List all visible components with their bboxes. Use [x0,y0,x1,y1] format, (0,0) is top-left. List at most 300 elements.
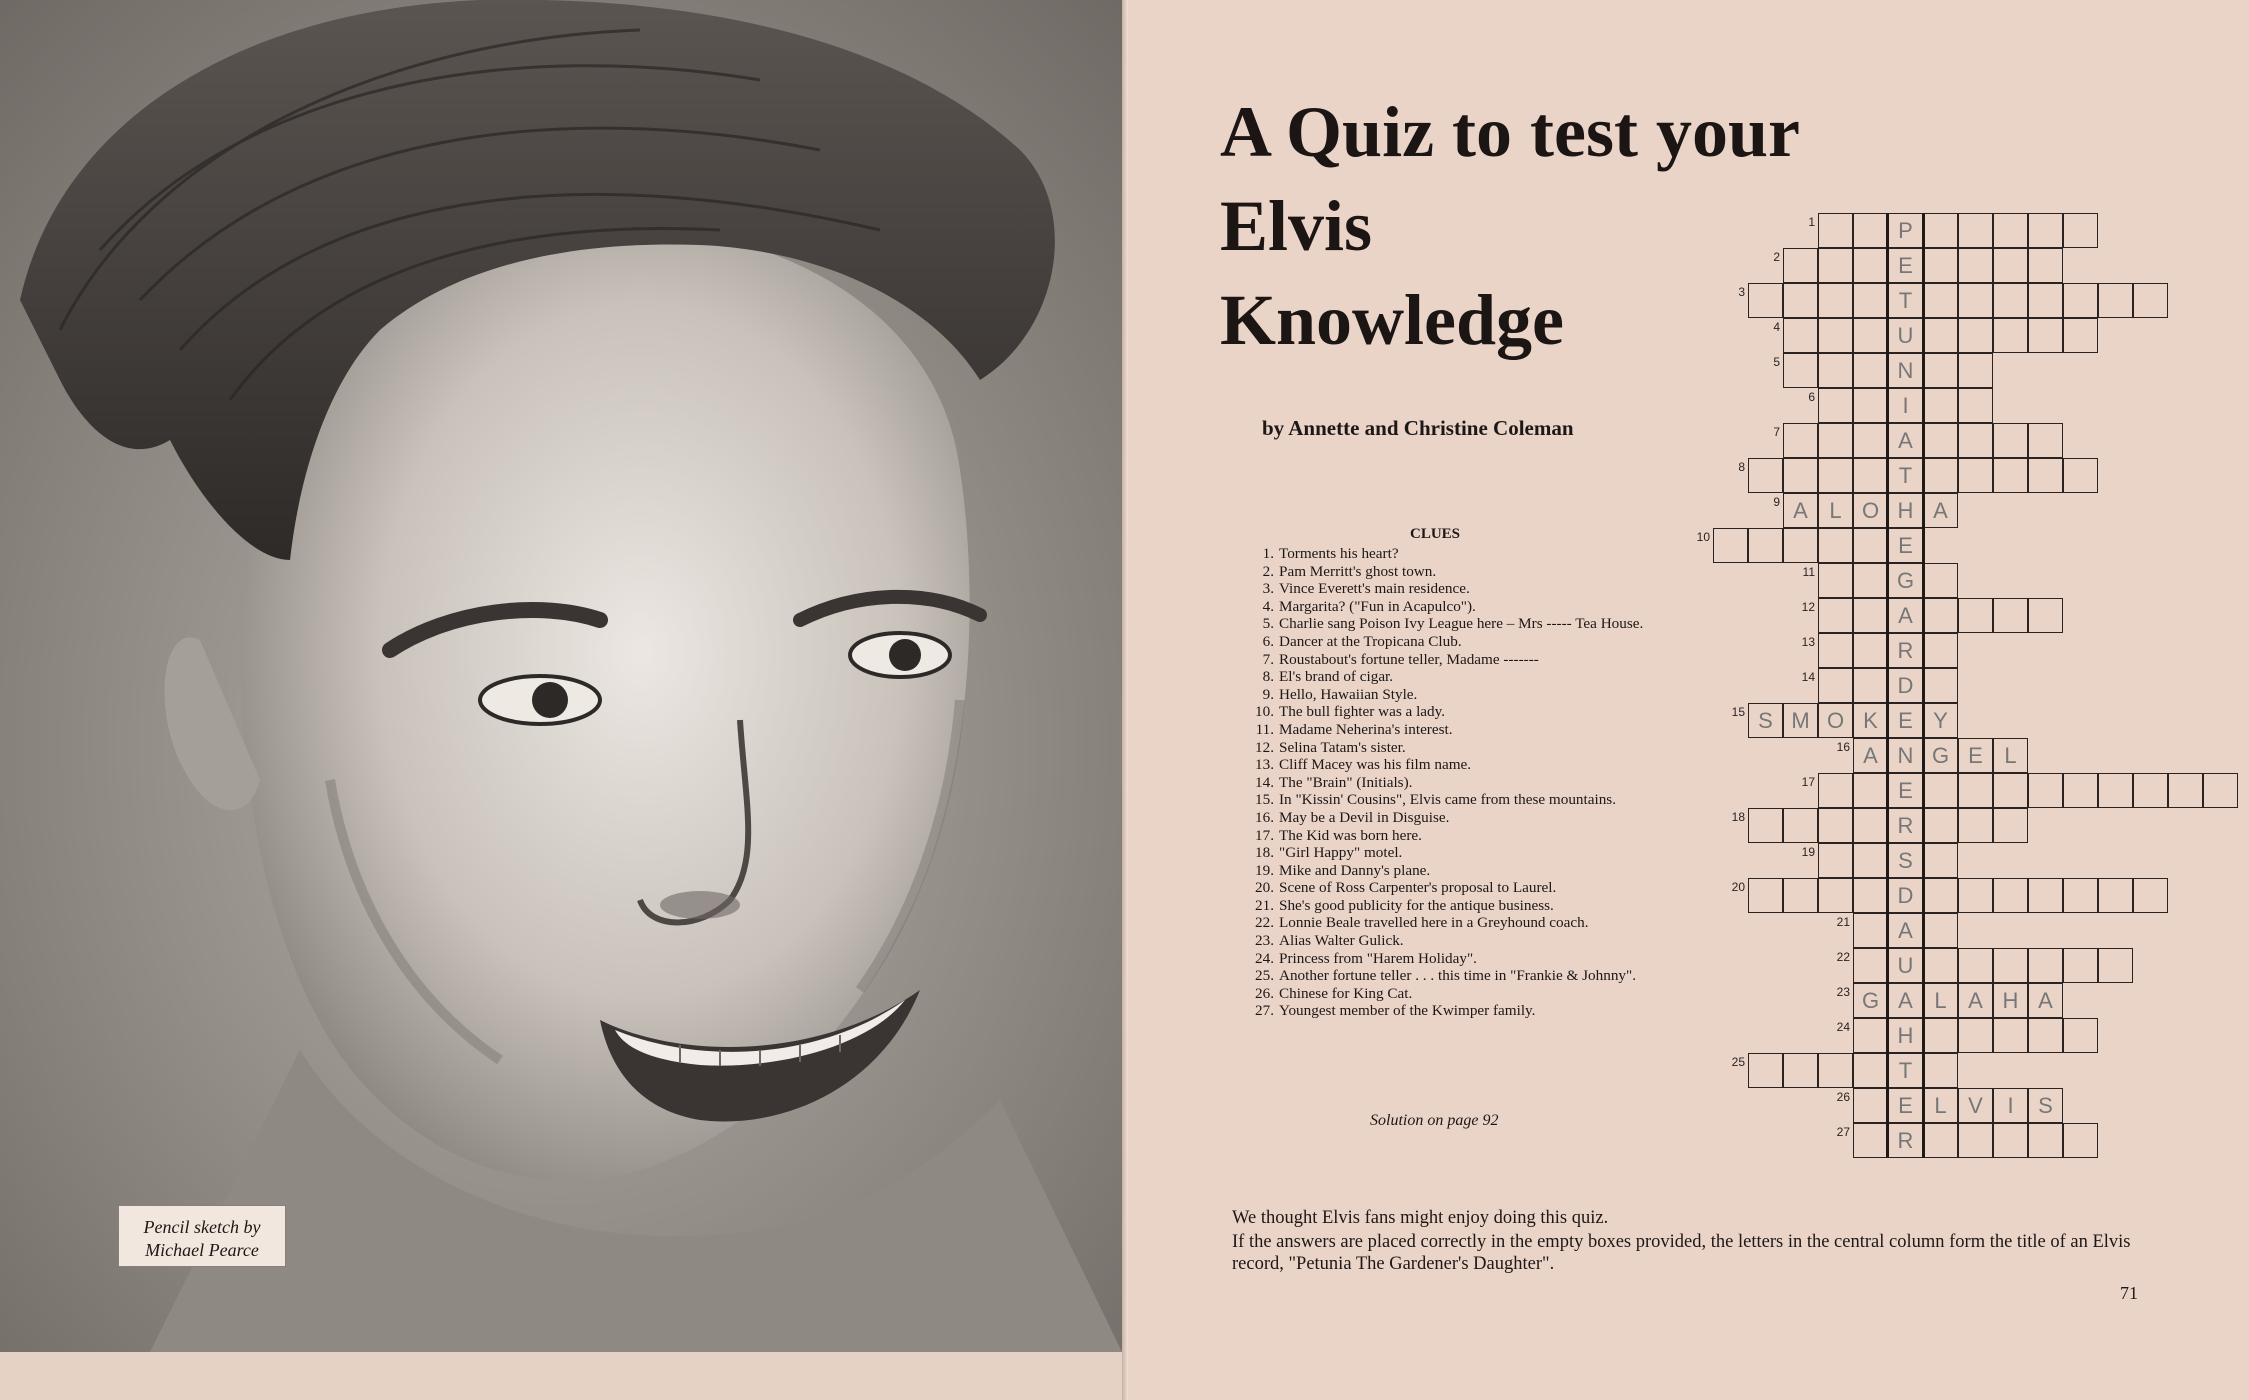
crossword-center-cell[interactable]: R [1888,1123,1923,1158]
crossword-cell[interactable] [1853,843,1888,878]
crossword-cell[interactable] [1783,1053,1818,1088]
clue-item [1232,545,1792,563]
crossword-cell[interactable] [1748,1053,1783,1088]
crossword-cell[interactable]: S [2028,1088,2063,1123]
clue-text: Cliff Macey was his film name. [1279,756,1472,774]
crossword-cell[interactable] [1818,878,1853,913]
crossword-cell[interactable] [1923,808,1958,843]
clue-item [1232,967,1792,985]
crossword-cell[interactable] [1993,948,2028,983]
clue-number: 21. [1255,896,1274,914]
crossword-cell[interactable] [2098,948,2133,983]
crossword-center-cell[interactable]: H [1888,493,1923,528]
clue-text: In "Kissin' Cousins", Elvis came from these mountains. [1279,791,1616,809]
crossword-cell[interactable] [2063,318,2098,353]
crossword-cell[interactable] [1853,598,1888,633]
crossword-cell[interactable] [1818,248,1853,283]
clue-item [1232,721,1792,739]
crossword-cell[interactable] [2063,948,2098,983]
crossword-cell[interactable] [1958,353,1993,388]
crossword-cell[interactable] [2133,878,2168,913]
crossword-cell[interactable] [1748,528,1783,563]
crossword-cell[interactable] [2028,598,2063,633]
clue-number: 23. [1255,932,1274,950]
clue-number: 14. [1255,773,1274,791]
crossword-cell[interactable] [1923,1018,1958,1053]
crossword-cell[interactable] [1853,528,1888,563]
crossword-cell[interactable] [2063,878,2098,913]
clue-item [1232,827,1792,845]
crossword-row-number: 7 [1773,425,1780,439]
crossword-cell[interactable]: A [2028,983,2063,1018]
crossword-row-number: 10 [1696,530,1710,544]
crossword-row-number: 18 [1731,810,1745,824]
clue-text: The "Brain" (Initials). [1279,773,1413,791]
crossword-center-cell[interactable]: U [1888,948,1923,983]
crossword-center-cell[interactable]: R [1888,808,1923,843]
crossword-cell[interactable]: V [1958,1088,1993,1123]
crossword-row-number: 3 [1738,285,1745,299]
crossword-cell[interactable] [1993,318,2028,353]
clue-text: Mike and Danny's plane. [1279,861,1431,879]
crossword-cell[interactable] [2028,773,2063,808]
crossword-cell[interactable] [1923,948,1958,983]
clue-item [1232,879,1792,897]
clue-item [1232,985,1792,1003]
clue-text: Selina Tatam's sister. [1279,738,1406,756]
crossword-cell[interactable]: O [1818,703,1853,738]
crossword-cell[interactable] [1783,248,1818,283]
crossword-cell[interactable] [1923,668,1958,703]
crossword-row-number: 23 [1836,985,1850,999]
crossword-cell[interactable] [1783,423,1818,458]
crossword-cell[interactable]: O [1853,493,1888,528]
crossword-cell[interactable]: E [1958,738,1993,773]
crossword-cell[interactable] [1853,878,1888,913]
crossword-row-number: 19 [1801,845,1815,859]
clue-text: Margarita? ("Fun in Acapulco"). [1279,597,1476,615]
crossword-cell[interactable] [1853,1088,1888,1123]
clue-item [1232,1002,1792,1020]
crossword-cell[interactable] [1958,948,1993,983]
crossword-cell[interactable] [1993,213,2028,248]
crossword-cell[interactable] [2203,773,2238,808]
crossword-cell[interactable] [2028,458,2063,493]
crossword-cell[interactable] [2028,213,2063,248]
crossword-cell[interactable] [1993,808,2028,843]
caption-box [118,1205,286,1267]
crossword-cell[interactable] [1923,353,1958,388]
clue-text: Roustabout's fortune teller, Madame ------- [1279,650,1539,668]
clue-text: Charlie sang Poison Ivy League here – Mrs ----- Tea House. [1279,615,1644,633]
crossword-cell[interactable] [1958,283,1993,318]
crossword-row-number: 22 [1836,950,1850,964]
clue-item [1232,739,1792,757]
crossword-cell[interactable] [1818,773,1853,808]
crossword-cell[interactable] [1748,878,1783,913]
crossword-center-cell[interactable]: E [1888,248,1923,283]
caption-line-2: Michael Pearce [145,1240,259,1260]
crossword-cell[interactable] [1853,563,1888,598]
clue-text: Torments his heart? [1279,545,1399,562]
crossword-cell[interactable]: K [1853,703,1888,738]
clue-text: Hello, Hawaiian Style. [1279,685,1418,703]
crossword-cell[interactable] [2028,1018,2063,1053]
crossword-center-cell[interactable]: A [1888,983,1923,1018]
clue-text: "Girl Happy" motel. [1279,844,1403,862]
crossword-row-number: 2 [1773,250,1780,264]
clue-number: 7. [1262,650,1274,668]
crossword-row-number: 20 [1731,880,1745,894]
clue-number: 12. [1255,738,1274,756]
crossword-cell[interactable] [1783,528,1818,563]
crossword-cell[interactable] [1923,458,1958,493]
crossword-cell[interactable] [1923,633,1958,668]
crossword-cell[interactable] [1958,1123,1993,1158]
caption-line-1: Pencil sketch by [143,1217,261,1237]
clue-item [1232,651,1792,669]
crossword-cell[interactable] [2063,213,2098,248]
crossword-cell[interactable] [1818,808,1853,843]
crossword-row-number: 24 [1836,1020,1850,1034]
crossword-cell[interactable] [1783,458,1818,493]
crossword-center-cell[interactable]: S [1888,843,1923,878]
crossword-center-cell[interactable]: A [1888,598,1923,633]
crossword-cell[interactable] [2028,248,2063,283]
crossword-cell[interactable] [1818,633,1853,668]
crossword-center-cell[interactable]: A [1888,913,1923,948]
clue-number: 26. [1255,984,1274,1002]
crossword-center-cell[interactable]: T [1888,458,1923,493]
clue-text: Another fortune teller . . . this time in "Frankie & Johnny". [1279,967,1637,985]
crossword-cell[interactable] [1958,423,1993,458]
crossword-cell[interactable]: I [1993,1088,2028,1123]
crossword-row-number: 15 [1731,705,1745,719]
crossword-cell[interactable]: L [1818,493,1853,528]
crossword-center-cell[interactable]: E [1888,703,1923,738]
crossword-cell[interactable]: L [1923,1088,1958,1123]
title-line-2: Elvis [1220,186,1373,266]
crossword-cell[interactable] [1853,1053,1888,1088]
crossword-cell[interactable] [2028,878,2063,913]
clue-number: 25. [1255,967,1274,985]
crossword-cell[interactable] [1993,423,2028,458]
clue-number: 19. [1255,861,1274,879]
crossword-cell[interactable] [1958,388,1993,423]
crossword-center-cell[interactable]: D [1888,878,1923,913]
clue-item [1232,950,1792,968]
clue-number: 22. [1255,914,1274,932]
crossword-cell[interactable]: H [1993,983,2028,1018]
crossword-cell[interactable] [1958,773,1993,808]
crossword-cell[interactable] [1853,1018,1888,1053]
right-page [1128,0,2249,1400]
solution-note: Solution on page 92 [1370,1112,1499,1129]
crossword-cell[interactable] [1993,773,2028,808]
crossword-cell[interactable] [2063,283,2098,318]
clue-number: 11. [1255,720,1274,738]
crossword-center-cell[interactable]: H [1888,1018,1923,1053]
crossword-cell[interactable] [1783,283,1818,318]
crossword-cell[interactable] [1818,213,1853,248]
crossword-cell[interactable] [1958,213,1993,248]
crossword-cell[interactable] [1923,1053,1958,1088]
clue-number: 10. [1255,703,1274,721]
crossword-cell[interactable] [2168,773,2203,808]
crossword-cell[interactable] [1923,213,1958,248]
crossword-cell[interactable]: Y [1923,703,1958,738]
crossword-cell[interactable] [1853,808,1888,843]
clue-text: Vince Everett's main residence. [1279,580,1470,598]
crossword-cell[interactable] [1853,1123,1888,1158]
crossword-center-cell[interactable]: G [1888,563,1923,598]
clue-item [1232,862,1792,880]
clue-number: 18. [1255,844,1274,862]
crossword-cell[interactable] [1818,563,1853,598]
portrait-sketch-image [0,0,1122,1352]
clue-number: 2. [1262,562,1274,580]
crossword-center-cell[interactable]: E [1888,773,1923,808]
crossword-cell[interactable] [1818,458,1853,493]
crossword-cell[interactable]: L [1993,738,2028,773]
crossword-cell[interactable] [1923,598,1958,633]
clue-number: 15. [1255,791,1274,809]
crossword-row-number: 13 [1801,635,1815,649]
clue-number: 16. [1255,808,1274,826]
crossword-cell[interactable] [1818,843,1853,878]
crossword-cell[interactable] [1853,948,1888,983]
crossword-row-number: 21 [1836,915,1850,929]
crossword-cell[interactable] [2028,283,2063,318]
clue-text: Scene of Ross Carpenter's proposal to Laurel. [1279,879,1557,897]
crossword-cell[interactable] [1853,423,1888,458]
clue-item [1232,598,1792,616]
crossword-center-cell[interactable]: E [1888,1088,1923,1123]
crossword-cell[interactable]: A [1923,493,1958,528]
crossword-cell[interactable] [1923,773,1958,808]
crossword-row-number: 1 [1808,215,1815,229]
clue-text: The bull fighter was a lady. [1279,703,1446,721]
crossword-cell[interactable] [2063,773,2098,808]
crossword-cell[interactable] [1993,1123,2028,1158]
crossword-cell[interactable] [1853,213,1888,248]
byline: by Annette and Christine Coleman [1262,416,1574,440]
crossword-cell[interactable] [1783,318,1818,353]
crossword-cell[interactable]: G [1923,738,1958,773]
clues-list [1232,545,1792,1020]
crossword-center-cell[interactable]: D [1888,668,1923,703]
crossword-cell[interactable] [1853,913,1888,948]
crossword-row-number: 9 [1773,495,1780,509]
clue-text: El's brand of cigar. [1279,668,1394,686]
clue-number: 13. [1255,756,1274,774]
page-number: 71 [2120,1283,2138,1303]
crossword-cell[interactable] [1853,248,1888,283]
crossword-cell[interactable] [1818,668,1853,703]
crossword-cell[interactable] [1853,388,1888,423]
crossword-cell[interactable] [1748,458,1783,493]
crossword-row-number: 25 [1731,1055,1745,1069]
crossword-cell[interactable]: A [1783,493,1818,528]
crossword-cell[interactable] [1923,563,1958,598]
crossword-cell[interactable] [1923,843,1958,878]
crossword-cell[interactable] [1853,633,1888,668]
clue-number: 5. [1262,615,1274,633]
crossword-center-cell[interactable]: T [1888,283,1923,318]
clue-number: 27. [1255,1002,1274,1020]
clue-item [1232,774,1792,792]
crossword-center-cell[interactable]: A [1888,423,1923,458]
intro-text-line-1: We thought Elvis fans might enjoy doing this quiz. [1232,1208,1609,1228]
crossword-row-number: 16 [1836,740,1850,754]
crossword-cell[interactable] [1818,598,1853,633]
crossword-cell[interactable] [1958,808,1993,843]
crossword-cell[interactable] [2063,1123,2098,1158]
clue-item [1232,809,1792,827]
clue-text: She's good publicity for the antique business. [1279,896,1554,914]
clue-text: Chinese for King Cat. [1279,984,1413,1002]
crossword-cell[interactable] [1853,773,1888,808]
clue-number: 20. [1255,879,1274,897]
crossword-center-cell[interactable]: E [1888,528,1923,563]
crossword-cell[interactable] [1958,1018,1993,1053]
crossword-row-number: 6 [1808,390,1815,404]
crossword-cell[interactable] [1853,458,1888,493]
crossword-cell[interactable] [1923,283,1958,318]
clue-item [1232,668,1792,686]
crossword-cell[interactable] [1993,458,2028,493]
clue-item [1232,844,1792,862]
crossword-cell[interactable] [1923,878,1958,913]
clue-item [1232,563,1792,581]
crossword-cell[interactable] [2028,948,2063,983]
crossword-cell[interactable] [1818,1053,1853,1088]
clue-text: Youngest member of the Kwimper family. [1279,1002,1536,1020]
crossword-row-number: 26 [1836,1090,1850,1104]
crossword-row-number: 8 [1738,460,1745,474]
crossword-cell[interactable] [1783,878,1818,913]
clue-text: May be a Devil in Disguise. [1279,808,1450,826]
crossword-cell[interactable] [2098,283,2133,318]
crossword-cell[interactable]: M [1783,703,1818,738]
crossword-cell[interactable] [1923,423,1958,458]
clue-number: 17. [1255,826,1274,844]
crossword-center-cell[interactable]: N [1888,353,1923,388]
crossword-cell[interactable] [2133,773,2168,808]
crossword-cell[interactable] [1818,353,1853,388]
crossword-cell[interactable]: A [1853,738,1888,773]
crossword-cell[interactable] [1958,248,1993,283]
clue-item [1232,703,1792,721]
clue-text: The Kid was born here. [1279,826,1422,844]
clue-item [1232,756,1792,774]
title-line-3: Knowledge [1220,280,1565,360]
crossword-cell[interactable] [1853,318,1888,353]
crossword-cell[interactable] [1993,1018,2028,1053]
crossword-cell[interactable] [1923,388,1958,423]
crossword-cell[interactable] [1993,878,2028,913]
crossword-cell[interactable] [1713,528,1748,563]
clue-number: 9. [1262,685,1274,703]
clue-text: Alias Walter Gulick. [1279,932,1404,950]
crossword-cell[interactable]: A [1958,983,1993,1018]
crossword-cell[interactable] [1748,283,1783,318]
crossword-center-cell[interactable]: R [1888,633,1923,668]
intro-text-line-2: If the answers are placed correctly in the empty boxes provided, the letters in the central column form the title of an Elvis record, "Petunia The Gardener's Daughter". [1232,1232,2131,1274]
crossword-cell[interactable] [2098,773,2133,808]
crossword-center-cell[interactable]: N [1888,738,1923,773]
crossword-cell[interactable] [1958,598,1993,633]
crossword-cell[interactable] [1783,353,1818,388]
crossword-cell[interactable] [1853,353,1888,388]
clue-text: Dancer at the Tropicana Club. [1279,632,1462,650]
crossword-center-cell[interactable]: T [1888,1053,1923,1088]
clue-item [1232,615,1792,633]
crossword-cell[interactable] [2063,458,2098,493]
clue-number: 6. [1262,632,1274,650]
crossword-cell[interactable] [2098,878,2133,913]
crossword-cell[interactable] [1923,913,1958,948]
crossword-cell[interactable] [1818,283,1853,318]
crossword-cell[interactable]: L [1923,983,1958,1018]
crossword-cell[interactable] [1923,318,1958,353]
crossword-cell[interactable] [1783,808,1818,843]
crossword-cell[interactable] [1818,388,1853,423]
crossword-cell[interactable] [1993,283,2028,318]
crossword-cell[interactable] [2063,1018,2098,1053]
crossword-cell[interactable] [1958,318,1993,353]
clue-item [1232,897,1792,915]
crossword-row-number: 11 [1802,565,1815,579]
crossword-cell[interactable] [1958,458,1993,493]
clue-number: 8. [1262,668,1274,686]
elvis-pencil-portrait [0,0,1122,1352]
crossword-cell[interactable] [1993,598,2028,633]
clue-number: 1. [1262,545,1274,562]
title-line-1: A Quiz to test your [1220,92,1800,172]
crossword-cell[interactable] [1748,808,1783,843]
crossword-row-number: 27 [1836,1125,1850,1139]
clue-item [1232,686,1792,704]
crossword-cell[interactable]: G [1853,983,1888,1018]
crossword-row-number: 12 [1801,600,1815,614]
crossword-cell[interactable] [2028,318,2063,353]
crossword-cell[interactable] [2133,283,2168,318]
crossword-cell[interactable] [1923,248,1958,283]
crossword-cell[interactable] [1853,668,1888,703]
crossword-cell[interactable] [1853,283,1888,318]
crossword-center-cell[interactable]: I [1888,388,1923,423]
crossword-center-cell[interactable]: P [1888,213,1923,248]
clues-heading: CLUES [1410,526,1461,542]
crossword-row-number: 5 [1773,355,1780,369]
crossword-cell[interactable] [1958,878,1993,913]
crossword-cell[interactable] [2028,423,2063,458]
crossword-cell[interactable] [1993,248,2028,283]
crossword-row-number: 4 [1773,320,1780,334]
crossword-cell[interactable] [1818,423,1853,458]
crossword-cell[interactable] [2028,1123,2063,1158]
clue-number: 3. [1262,580,1274,598]
clue-item [1232,580,1792,598]
crossword-row-number: 17 [1801,775,1815,789]
crossword-cell[interactable] [1818,318,1853,353]
crossword-cell[interactable]: S [1748,703,1783,738]
crossword-cell[interactable] [1923,1123,1958,1158]
crossword-cell[interactable] [1818,528,1853,563]
crossword-center-cell[interactable]: U [1888,318,1923,353]
clue-item [1232,914,1792,932]
